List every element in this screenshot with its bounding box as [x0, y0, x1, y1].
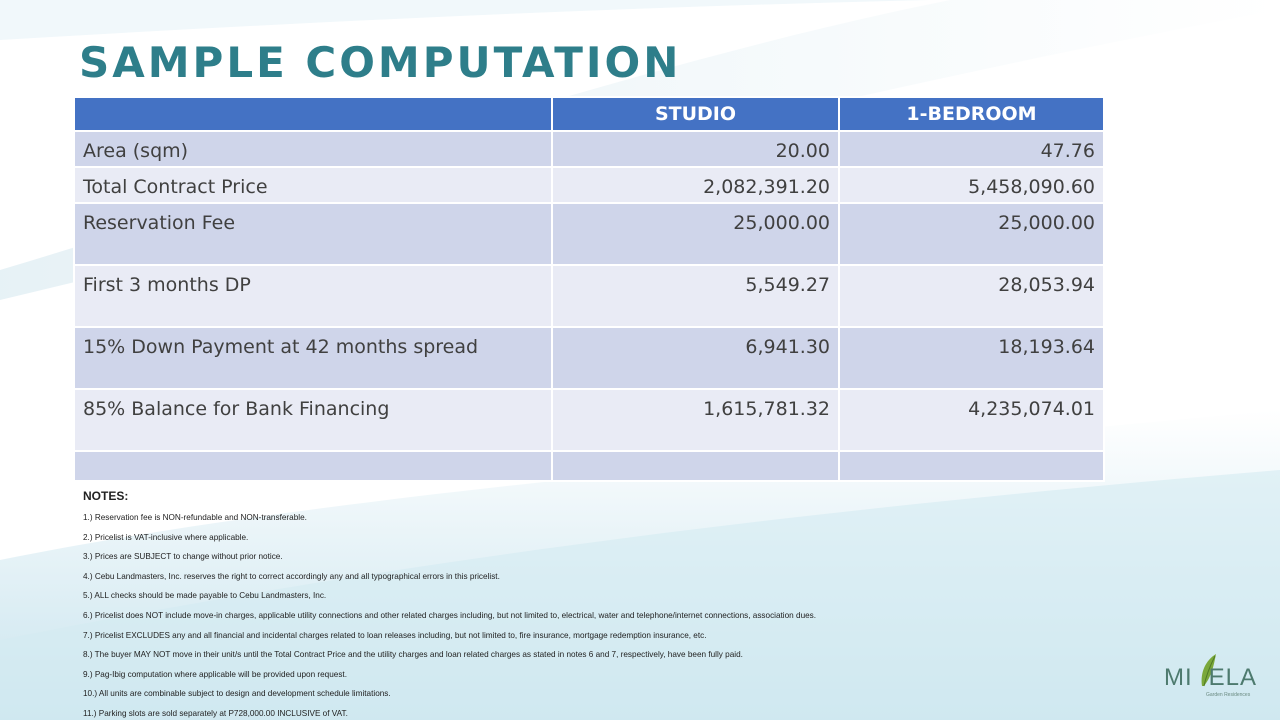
studio-value: 6,941.30: [552, 327, 839, 389]
row-label: Reservation Fee: [74, 203, 552, 265]
notes-title: NOTES:: [83, 489, 129, 503]
logo-word-right: ELA: [1208, 664, 1258, 691]
table-row: [74, 389, 1104, 451]
studio-value: 20.00: [552, 131, 839, 167]
mivela-logo: [1160, 652, 1260, 702]
computation-table: [73, 96, 1105, 482]
row-label: Total Contract Price: [74, 167, 552, 203]
note-item: 8.) The buyer MAY NOT move in their unit/s until the Total Contract Price and the utility charges and loan related charges as stated in notes 6 and 7, respectively, have been fully paid.: [83, 650, 743, 660]
bedroom-value: 25,000.00: [839, 203, 1104, 265]
table-row: [74, 131, 1104, 167]
logo-subtitle: Garden Residences: [1206, 692, 1251, 698]
note-item: 4.) Cebu Landmasters, Inc. reserves the right to correct accordingly any and all typographical errors in this pricelist.: [83, 571, 500, 581]
row-label: 15% Down Payment at 42 months spread: [74, 327, 552, 389]
bedroom-value: 18,193.64: [839, 327, 1104, 389]
row-label: First 3 months DP: [74, 265, 552, 327]
page-title: SAMPLE COMPUTATION: [79, 38, 682, 87]
studio-value: [552, 451, 839, 481]
table-row-empty: [74, 451, 1104, 481]
notes-section: [83, 489, 816, 724]
note-item: 3.) Prices are SUBJECT to change without prior notice.: [83, 552, 283, 562]
note-item: 11.) Parking slots are sold separately at P728,000.00 INCLUSIVE of VAT.: [83, 708, 348, 718]
bedroom-value: 5,458,090.60: [839, 167, 1104, 203]
note-item: 7.) Pricelist EXCLUDES any and all financial and incidental charges related to loan releases including, but not limited to, fire insurance, mortgage redemption insurance, etc.: [83, 630, 707, 640]
note-item: 9.) Pag-Ibig computation where applicable will be provided upon request.: [83, 669, 347, 679]
note-item: 10.) All units are combinable subject to design and development schedule limitations.: [83, 689, 391, 699]
bedroom-value: 4,235,074.01: [839, 389, 1104, 451]
table-header-row: [74, 97, 1104, 131]
note-item: 5.) ALL checks should be made payable to Cebu Landmasters, Inc.: [83, 591, 327, 601]
header-blank: [74, 97, 552, 131]
row-label: 85% Balance for Bank Financing: [74, 389, 552, 451]
note-item: 2.) Pricelist is VAT-inclusive where applicable.: [83, 532, 249, 542]
studio-value: 25,000.00: [552, 203, 839, 265]
header-studio: STUDIO: [552, 97, 839, 131]
table-row: [74, 167, 1104, 203]
logo-wordmark: [1164, 664, 1257, 692]
studio-value: 5,549.27: [552, 265, 839, 327]
header-1-bedroom: 1-BEDROOM: [839, 97, 1104, 131]
bedroom-value: [839, 451, 1104, 481]
bedroom-value: 28,053.94: [839, 265, 1104, 327]
logo-word-left: MI: [1164, 664, 1193, 691]
note-item: 1.) Reservation fee is NON-refundable and NON-transferable.: [83, 513, 307, 522]
row-label: Area (sqm): [74, 131, 552, 167]
table-row: [74, 203, 1104, 265]
table-row: [74, 327, 1104, 389]
table-row: [74, 265, 1104, 327]
row-label: [74, 451, 552, 481]
studio-value: 1,615,781.32: [552, 389, 839, 451]
note-item: 6.) Pricelist does NOT include move-in charges, applicable utility connections and other related charges including, but not limited to, electrical, water and telephone/internet connections, association dues.: [83, 610, 817, 620]
studio-value: 2,082,391.20: [552, 167, 839, 203]
notes-list: [83, 508, 816, 724]
bedroom-value: 47.76: [839, 131, 1104, 167]
